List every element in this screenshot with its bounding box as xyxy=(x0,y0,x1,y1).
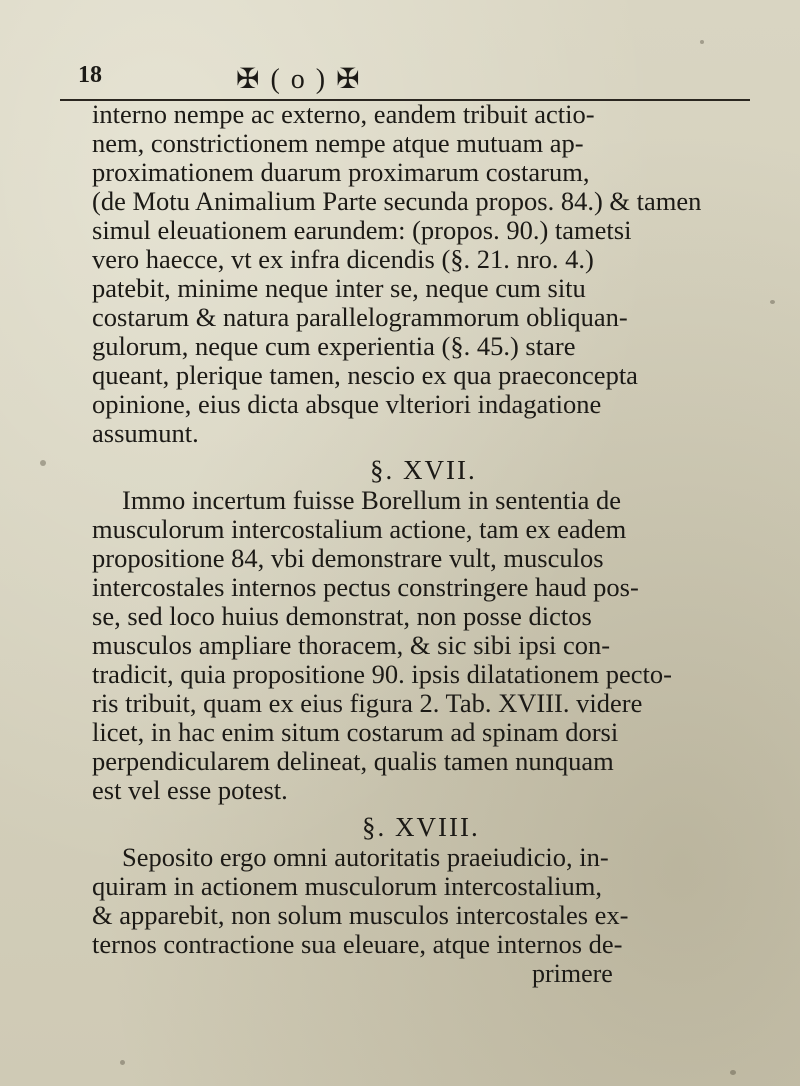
text-line: & apparebit, non solum musculos intercostales ex- xyxy=(92,900,629,930)
text-line: opinione, eius dicta absque vlteriori indagatione xyxy=(92,389,602,419)
text-line: licet, in hac enim situm costarum ad spinam dorsi xyxy=(92,717,619,747)
text-line: perpendicularem delineat, qualis tamen nunquam xyxy=(92,746,614,776)
text-line: nem, constrictionem nempe atque mutuam ap- xyxy=(92,128,584,158)
paragraph-1 xyxy=(92,100,772,448)
paragraph-3 xyxy=(92,843,772,959)
paper-speck xyxy=(120,1060,125,1065)
text-line: vero haecce, vt ex infra dicendis (§. 21. nro. 4.) xyxy=(92,244,594,274)
text-line: ternos contractione sua eleuare, atque internos de- xyxy=(92,929,623,959)
text-line: intercostales internos pectus constringere haud pos- xyxy=(92,572,639,602)
text-line: assumunt. xyxy=(92,418,199,448)
text-line: musculos ampliare thoracem, & sic sibi ipsi con- xyxy=(92,630,611,660)
section-heading: §. XVIII. xyxy=(362,812,480,842)
text-line: quiram in actionem musculorum intercostalium, xyxy=(92,871,603,901)
paper-speck xyxy=(40,460,46,466)
paper-speck xyxy=(700,40,704,44)
paper-speck xyxy=(730,1070,736,1075)
text-line: ris tribuit, quam ex eius figura 2. Tab. XVIII. videre xyxy=(92,688,643,718)
text-line: Seposito ergo omni autoritatis praeiudicio, in- xyxy=(122,842,609,872)
catchword: primere xyxy=(532,959,613,988)
text-line: (de Motu Animalium Parte secunda propos. 84.) & tamen xyxy=(92,186,702,216)
text-line: se, sed loco huius demonstrat, non posse dictos xyxy=(92,601,592,631)
text-line: Immo incertum fuisse Borellum in sententia de xyxy=(122,485,621,515)
running-head: ✠ ( o ) ✠ xyxy=(236,64,362,95)
text-line: musculorum intercostalium actione, tam ex eadem xyxy=(92,514,627,544)
text-line: queant, plerique tamen, nescio ex qua praeconcepta xyxy=(92,360,638,390)
text-line: gulorum, neque cum experientia (§. 45.) stare xyxy=(92,331,576,361)
text-line: propositione 84, vbi demonstrare vult, musculos xyxy=(92,543,604,573)
text-line: proximationem duarum proximarum costarum, xyxy=(92,157,590,187)
page-number: 18 xyxy=(78,62,102,88)
text-line: tradicit, quia propositione 90. ipsis dilatationem pecto- xyxy=(92,659,672,689)
text-line: est vel esse potest. xyxy=(92,775,288,805)
text-line: simul eleuationem earundem: (propos. 90.) tametsi xyxy=(92,215,632,245)
page-header xyxy=(78,62,718,102)
paragraph-2 xyxy=(92,486,772,805)
text-line: patebit, minime neque inter se, neque cum situ xyxy=(92,273,586,303)
text-line: costarum & natura parallelogrammorum obliquan- xyxy=(92,302,628,332)
section-heading: §. XVII. xyxy=(370,455,477,485)
body-text xyxy=(92,100,772,988)
text-line: interno nempe ac externo, eandem tribuit actio- xyxy=(92,99,595,129)
